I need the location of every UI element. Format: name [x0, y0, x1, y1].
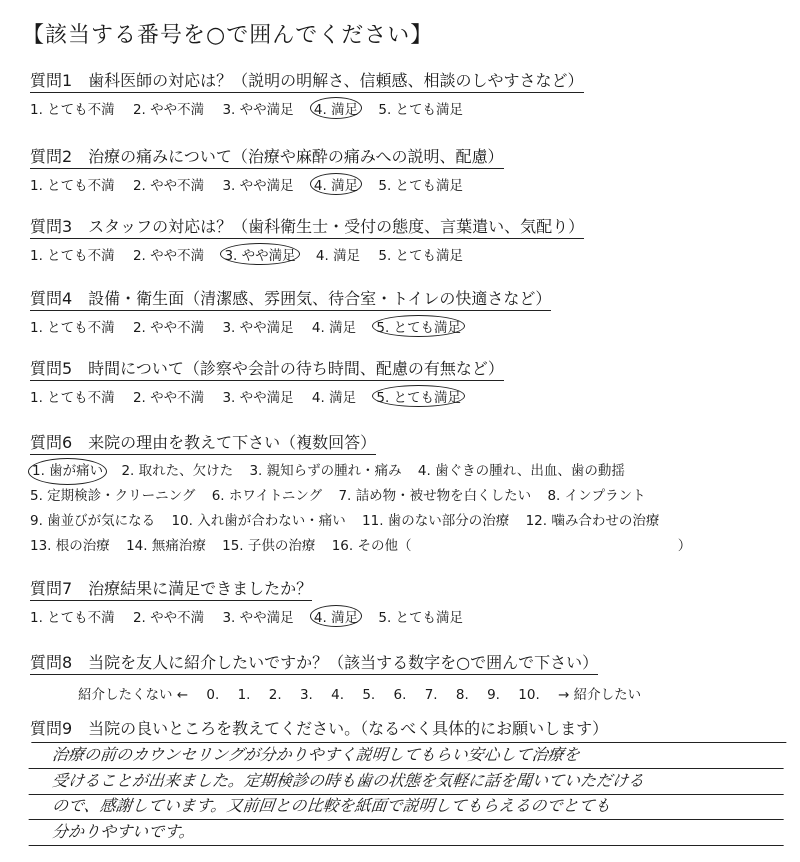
- reason-1-selected[interactable]: 1. 歯が痛い: [30, 459, 105, 484]
- scale-7[interactable]: 7.: [424, 687, 438, 703]
- option-4[interactable]: 4. 満足: [315, 248, 361, 264]
- question-title: 質問6 来院の理由を教えて下さい（複数回答）: [30, 430, 376, 455]
- option-1[interactable]: 1. とても不満: [30, 610, 115, 626]
- reason-15[interactable]: 15. 子供の治療: [222, 538, 316, 554]
- question-title: 質問4 設備・衛生面（清潔感、雰囲気、待合室・トイレの快適さなど）: [30, 286, 551, 311]
- scale-2[interactable]: 2.: [268, 687, 282, 703]
- option-3[interactable]: 3. やや満足: [222, 610, 294, 626]
- reason-14[interactable]: 14. 無痛治療: [126, 538, 206, 554]
- option-1[interactable]: 1. とても不満: [30, 320, 115, 336]
- reason-16-other[interactable]: 16. その他（: [331, 538, 412, 554]
- rating-options: [30, 606, 477, 626]
- handwritten-line: 分かりやすいです。: [29, 820, 787, 846]
- option-5-selected[interactable]: 5. とても満足: [374, 318, 463, 336]
- question-8: [30, 650, 655, 703]
- option-2[interactable]: 2. やや不満: [132, 178, 205, 194]
- question-title: 質問5 時間について（診察や会計の待ち時間、配慮の有無など）: [30, 356, 504, 381]
- option-2[interactable]: 2. やや不満: [132, 248, 205, 264]
- option-5[interactable]: 5. とても満足: [378, 610, 464, 626]
- option-4-selected[interactable]: 4. 満足: [312, 100, 360, 118]
- option-5[interactable]: 5. とても満足: [378, 178, 464, 194]
- option-2[interactable]: 2. やや不満: [132, 390, 205, 406]
- option-3[interactable]: 3. やや満足: [222, 102, 294, 118]
- question-1: [30, 68, 584, 118]
- reason-9[interactable]: 9. 歯並びが気になる: [30, 513, 156, 529]
- scale-right-label: → 紹介したい: [558, 687, 642, 703]
- other-close-paren: ）: [677, 538, 692, 554]
- reason-3[interactable]: 3. 親知らずの腫れ・痛み: [249, 463, 402, 479]
- option-1[interactable]: 1. とても不満: [30, 102, 115, 118]
- handwritten-line: ので、感謝しています。又前回との比較を紙面で説明してもらえるのでとても: [29, 794, 787, 820]
- scale-4[interactable]: 4.: [331, 687, 345, 703]
- reason-13[interactable]: 13. 根の治療: [30, 538, 110, 554]
- scale-0[interactable]: 0.: [206, 687, 220, 703]
- reason-row: [30, 459, 691, 484]
- option-4-selected[interactable]: 4. 満足: [312, 608, 360, 626]
- option-4[interactable]: 4. 満足: [311, 320, 357, 336]
- option-5[interactable]: 5. とても満足: [378, 102, 464, 118]
- option-1[interactable]: 1. とても不満: [30, 178, 115, 194]
- rating-options: [30, 386, 504, 406]
- option-5[interactable]: 5. とても満足: [378, 248, 464, 264]
- option-1[interactable]: 1. とても不満: [30, 248, 115, 264]
- option-1[interactable]: 1. とても不満: [30, 390, 115, 406]
- option-5-selected[interactable]: 5. とても満足: [374, 388, 463, 406]
- reason-7[interactable]: 7. 詰め物・被せ物を白くしたい: [338, 488, 532, 504]
- question-7: [30, 576, 477, 626]
- reason-8[interactable]: 8. インプラント: [547, 488, 646, 504]
- rating-options: [30, 316, 551, 336]
- scale-3[interactable]: 3.: [299, 687, 313, 703]
- reason-row: [30, 509, 691, 534]
- reason-4[interactable]: 4. 歯ぐきの腫れ、出血、歯の動揺: [417, 463, 625, 479]
- question-title: 質問3 スタッフの対応は？（歯科衛生士・受付の態度、言葉遣い、気配り）: [30, 214, 584, 239]
- rating-options: [30, 174, 504, 194]
- reason-11[interactable]: 11. 歯のない部分の治療: [362, 513, 510, 529]
- option-3[interactable]: 3. やや満足: [222, 178, 294, 194]
- reason-5[interactable]: 5. 定期検診・クリーニング: [30, 488, 196, 504]
- option-3[interactable]: 3. やや満足: [222, 390, 294, 406]
- option-2[interactable]: 2. やや不満: [132, 610, 205, 626]
- option-3[interactable]: 3. やや満足: [222, 320, 294, 336]
- question-4: [30, 286, 551, 336]
- rating-options: [30, 244, 584, 264]
- scale-9[interactable]: 9.: [487, 687, 500, 703]
- reason-6[interactable]: 6. ホワイトニング: [211, 488, 323, 504]
- option-4[interactable]: 4. 満足: [311, 390, 357, 406]
- question-title: 質問2 治療の痛みについて（治療や麻酔の痛みへの説明、配慮）: [30, 144, 504, 169]
- question-3: [30, 214, 584, 264]
- free-answer-area[interactable]: [30, 742, 785, 845]
- recommend-scale: [78, 683, 655, 703]
- scale-6[interactable]: 6.: [393, 687, 407, 703]
- reason-row: [30, 534, 691, 559]
- scale-5[interactable]: 5.: [362, 687, 376, 703]
- question-title: 質問1 歯科医師の対応は？（説明の明解さ、信頼感、相談のしやすさなど）: [30, 68, 584, 93]
- option-3-selected[interactable]: 3. やや満足: [222, 246, 297, 264]
- scale-1[interactable]: 1.: [237, 687, 251, 703]
- reason-12[interactable]: 12. 噛み合わせの治療: [525, 513, 660, 529]
- option-2[interactable]: 2. やや不満: [132, 320, 205, 336]
- question-5: [30, 356, 504, 406]
- reason-options: [30, 459, 691, 559]
- handwritten-line: 治療の前のカウンセリングが分かりやすく説明してもらい安心して治療を: [29, 742, 787, 769]
- rating-options: [30, 98, 584, 118]
- option-4-selected[interactable]: 4. 満足: [312, 176, 360, 194]
- question-title: 質問9 当院の良いところを教えてください。（なるべく具体的にお願いします）: [30, 719, 609, 738]
- question-title: 質問7 治療結果に満足できましたか？: [30, 576, 312, 601]
- option-2[interactable]: 2. やや不満: [132, 102, 205, 118]
- page-header: 【該当する番号を○で囲んでください】: [22, 23, 434, 48]
- question-6: [30, 430, 691, 559]
- reason-row: [30, 484, 691, 509]
- reason-10[interactable]: 10. 入れ歯が合わない・痛い: [171, 513, 346, 529]
- question-title: 質問8 当院を友人に紹介したいですか？（該当する数字を○で囲んで下さい）: [30, 650, 598, 675]
- scale-10[interactable]: 10.: [518, 687, 540, 703]
- handwritten-line: 受けることが出来ました。定期検診の時も歯の状態を気軽に話を聞いていただける: [29, 769, 787, 795]
- scale-8[interactable]: 8.: [455, 687, 469, 703]
- reason-2[interactable]: 2. 取れた、欠けた: [121, 463, 234, 479]
- scale-left-label: 紹介したくない ←: [78, 687, 189, 703]
- question-2: [30, 144, 504, 194]
- question-9: [30, 716, 608, 739]
